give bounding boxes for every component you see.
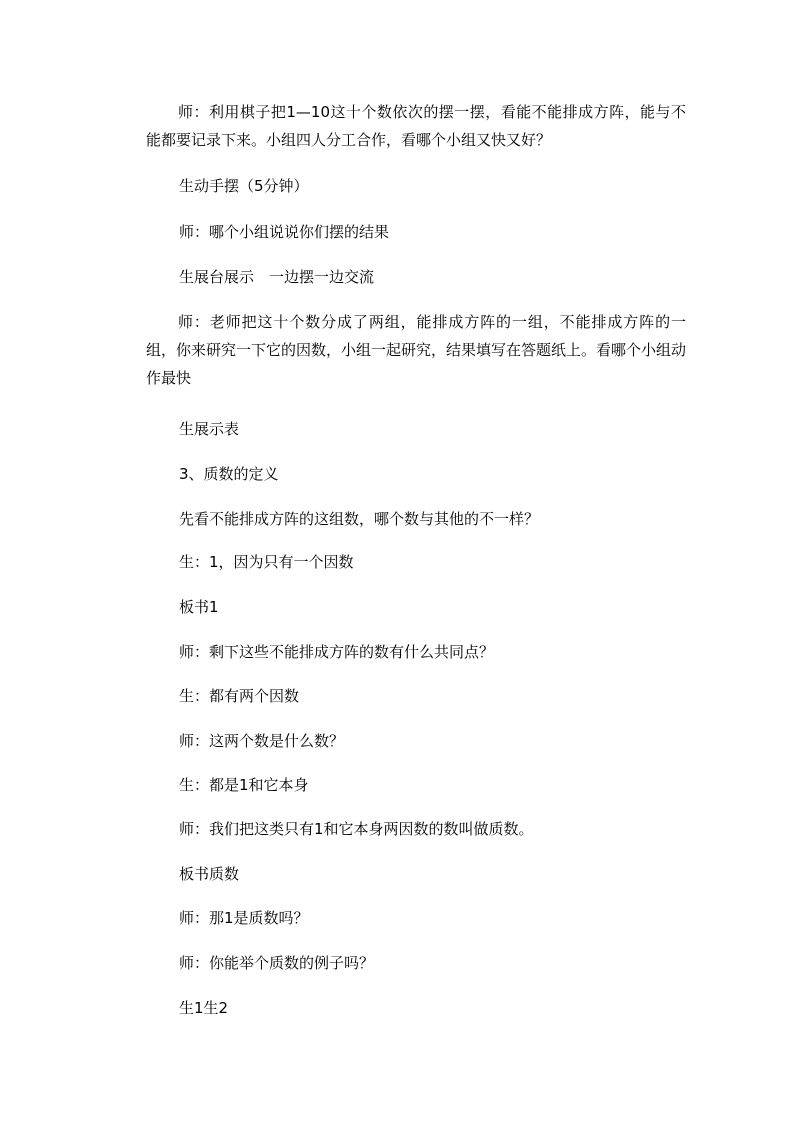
- paragraph-19: 生1生2: [179, 999, 229, 1017]
- paragraph-4: 生展台展示 一边摆一边交流: [179, 268, 375, 286]
- paragraph-8: 先看不能排成方阵的这组数，哪个数与其他的不一样？: [179, 510, 540, 528]
- paragraph-1: 师：利用棋子把1—10这十个数依次的摆一摆，看能不能排成方阵，能与不能都要记录下来。小组四人分工合作，看哪个小组又快又好？: [146, 103, 686, 149]
- paragraph-9: 生：1，因为只有一个因数: [179, 553, 354, 571]
- paragraph-16: 板书质数: [179, 865, 240, 883]
- paragraph-10: 板书1: [179, 598, 219, 616]
- paragraph-18: 师：你能举个质数的例子吗？: [179, 954, 375, 972]
- paragraph-15: 师：我们把这类只有1和它本身两因数的数叫做质数。: [179, 820, 534, 838]
- paragraph-5: 师：老师把这十个数分成了两组，能排成方阵的一组，不能排成方阵的一组，你来研究一下它的因数，小组一起研究，结果填写在答题纸上。看哪个小组动作最快: [146, 313, 687, 387]
- paragraph-2: 生动手摆（5分钟）: [179, 177, 309, 195]
- paragraph-11: 师：剩下这些不能排成方阵的数有什么共同点？: [179, 643, 495, 661]
- paragraph-13: 师：这两个数是什么数？: [179, 732, 345, 750]
- paragraph-17: 师：那1是质数吗？: [179, 909, 309, 927]
- paragraph-6: 生展示表: [179, 420, 240, 438]
- paragraph-14: 生：都是1和它本身: [179, 776, 309, 794]
- paragraph-7: 3、质数的定义: [179, 465, 279, 483]
- paragraph-3: 师：哪个小组说说你们摆的结果: [179, 223, 390, 241]
- paragraph-12: 生：都有两个因数: [179, 687, 300, 705]
